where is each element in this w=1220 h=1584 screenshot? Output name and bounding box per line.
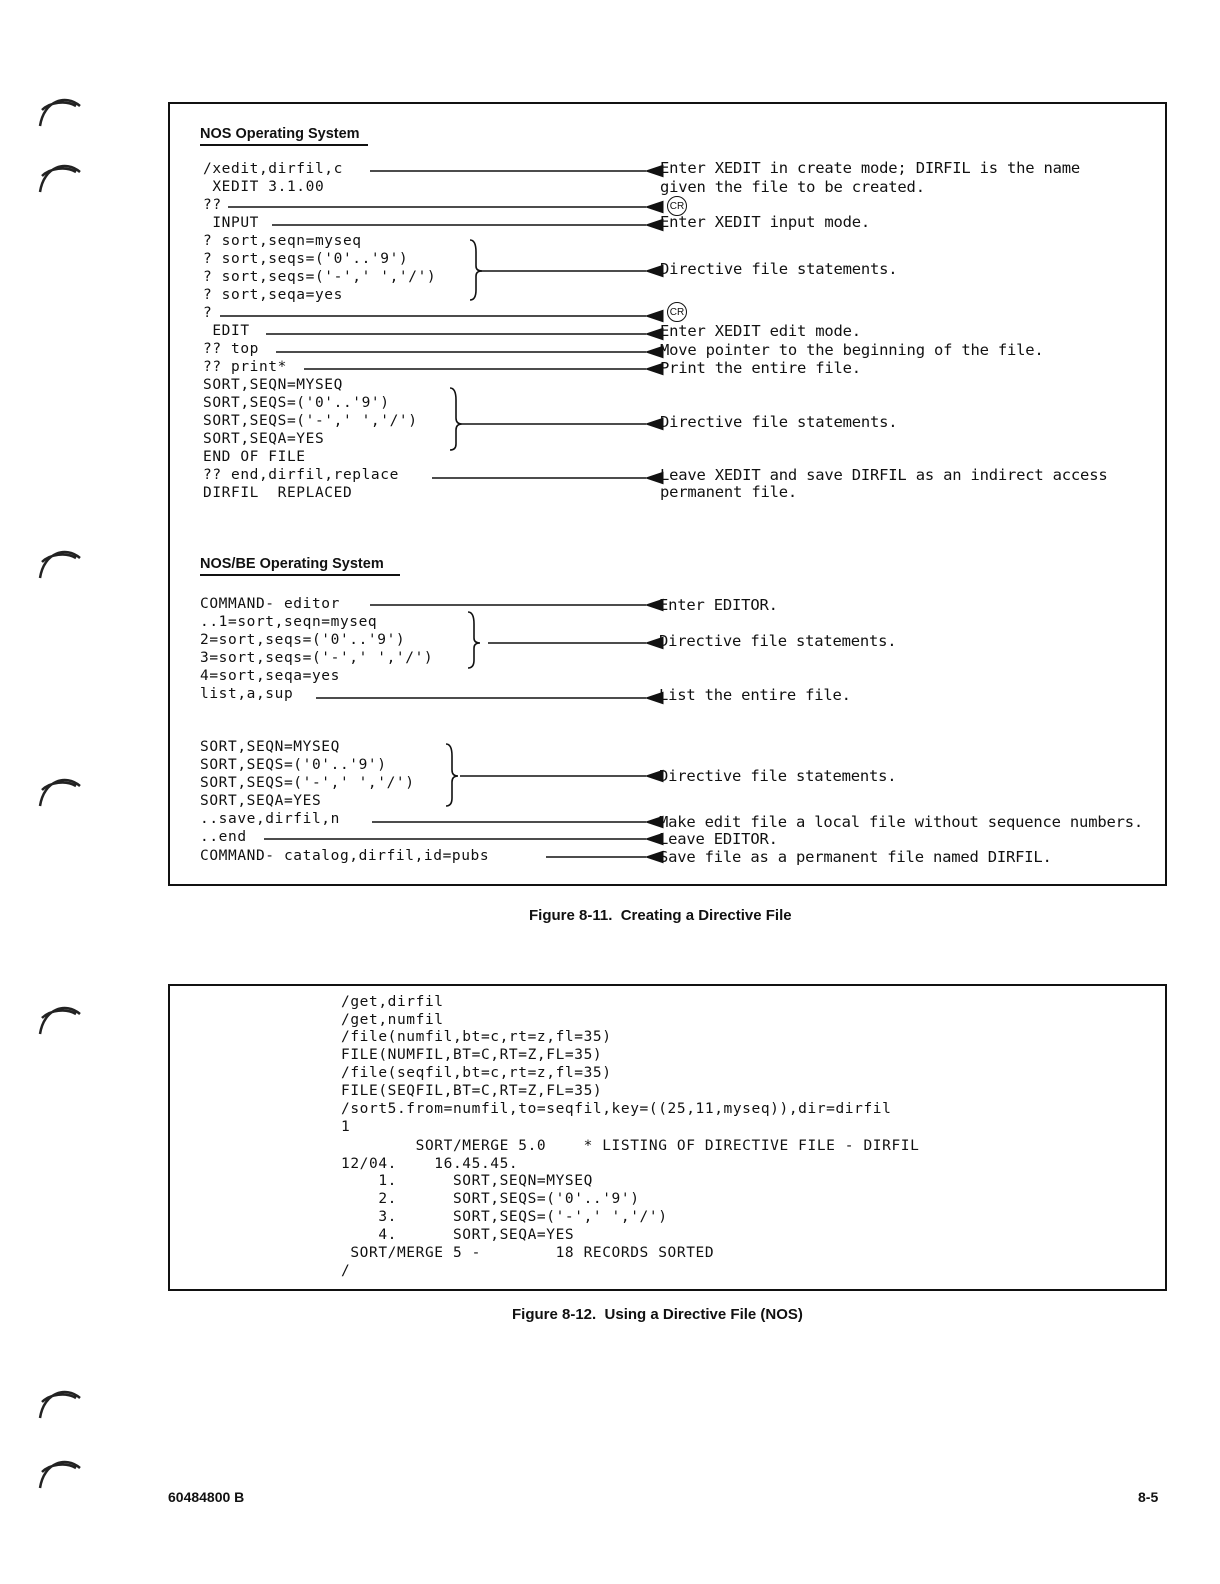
nosbe-line: SORT,SEQS=('-',' ','/'): [200, 775, 415, 791]
nosbe-line: ..save,dirfil,n: [200, 811, 340, 827]
nos-line: SORT,SEQA=YES: [203, 431, 325, 447]
listing-line: FILE(NUMFIL,BT=C,RT=Z,FL=35): [341, 1047, 603, 1063]
listing-line: /get,numfil: [341, 1012, 444, 1028]
listing-line: FILE(SEQFIL,BT=C,RT=Z,FL=35): [341, 1083, 603, 1099]
listing-line: 12/04. 16.45.45.: [341, 1156, 519, 1172]
nos-explanation: Directive file statements.: [660, 260, 898, 278]
nosbe-explanation: Make edit file a local file without sequence numbers.: [659, 813, 1143, 831]
nos-line: SORT,SEQN=MYSEQ: [203, 377, 343, 393]
nosbe-explanation: Directive file statements.: [659, 632, 897, 650]
nos-explanation: Leave XEDIT and save DIRFIL as an indirect access: [660, 466, 1108, 484]
nos-line: DIRFIL REPLACED: [203, 485, 353, 501]
nosbe-heading: NOS/BE Operating System: [200, 556, 400, 576]
nos-line: END OF FILE: [203, 449, 306, 465]
nos-line: ?? end,dirfil,replace: [203, 467, 399, 483]
nos-line: SORT,SEQS=('0'..'9'): [203, 395, 390, 411]
nos-line: ? sort,seqs=('0'..'9'): [203, 251, 409, 267]
nos-explanation: Move pointer to the beginning of the file.: [660, 341, 1044, 359]
carriage-return-key-icon: CR: [667, 302, 687, 322]
document-number: 60484800 B: [168, 1489, 245, 1505]
figure-caption: Figure 8-11. Creating a Directive File: [529, 907, 792, 924]
nos-line: ?? top: [203, 341, 259, 357]
nosbe-explanation: Directive file statements.: [659, 767, 897, 785]
nos-line: EDIT: [203, 323, 250, 339]
nosbe-line: SORT,SEQS=('0'..'9'): [200, 757, 387, 773]
listing-line: /file(seqfil,bt=c,rt=z,fl=35): [341, 1065, 612, 1081]
nosbe-explanation: Enter EDITOR.: [659, 596, 778, 614]
nos-line: /xedit,dirfil,c: [203, 161, 343, 177]
nos-explanation: given the file to be created.: [660, 178, 925, 196]
nosbe-line: ..1=sort,seqn=myseq: [200, 614, 378, 630]
brace: [450, 388, 462, 450]
listing-line: 3. SORT,SEQS=('-',' ','/'): [341, 1209, 668, 1225]
nos-explanation: Print the entire file.: [660, 359, 861, 377]
nosbe-line: 3=sort,seqs=('-',' ','/'): [200, 650, 434, 666]
listing-line: /sort5.from=numfil,to=seqfil,key=((25,11,myseq)),dir=dirfil: [341, 1101, 892, 1117]
carriage-return-key-icon: CR: [667, 196, 687, 216]
nosbe-line: ..end: [200, 829, 247, 845]
nos-explanation: Directive file statements.: [660, 413, 898, 431]
nos-line: ?: [203, 305, 213, 321]
nos-line: INPUT: [203, 215, 259, 231]
listing-line: 2. SORT,SEQS=('0'..'9'): [341, 1191, 640, 1207]
brace: [446, 744, 458, 806]
nosbe-line: list,a,sup: [200, 686, 294, 702]
nos-line: ?? print*: [203, 359, 287, 375]
nos-line: ? sort,seqs=('-',' ','/'): [203, 269, 437, 285]
nos-explanation: Enter XEDIT in create mode; DIRFIL is the name: [660, 159, 1081, 177]
brace: [470, 240, 482, 300]
listing-line: 1. SORT,SEQN=MYSEQ: [341, 1173, 593, 1189]
nosbe-line: COMMAND- catalog,dirfil,id=pubs: [200, 848, 490, 864]
nosbe-line: 4=sort,seqa=yes: [200, 668, 340, 684]
listing-line: /get,dirfil: [341, 994, 444, 1010]
nos-line: XEDIT 3.1.00: [203, 179, 325, 195]
nos-explanation: Enter XEDIT edit mode.: [660, 322, 861, 340]
nosbe-line: 2=sort,seqs=('0'..'9'): [200, 632, 406, 648]
nosbe-explanation: Save file as a permanent file named DIRFIL.: [659, 848, 1052, 866]
nos-line: ??: [203, 197, 222, 213]
page-number: 8-5: [1138, 1489, 1159, 1505]
nos-explanation: permanent file.: [660, 483, 797, 501]
listing-line: SORT/MERGE 5 - 18 RECORDS SORTED: [341, 1245, 715, 1261]
nosbe-line: COMMAND- editor: [200, 596, 340, 612]
listing-line: 4. SORT,SEQA=YES: [341, 1227, 575, 1243]
brace: [468, 612, 480, 668]
listing-line: /: [341, 1263, 351, 1279]
nosbe-explanation: List the entire file.: [659, 686, 851, 704]
listing-line: 1: [341, 1119, 351, 1135]
listing-line: SORT/MERGE 5.0 * LISTING OF DIRECTIVE FILE - DIRFIL: [341, 1138, 920, 1154]
nosbe-explanation: Leave EDITOR.: [659, 830, 778, 848]
listing-line: /file(numfil,bt=c,rt=z,fl=35): [341, 1029, 612, 1045]
nos-line: ? sort,seqa=yes: [203, 287, 343, 303]
nos-line: SORT,SEQS=('-',' ','/'): [203, 413, 418, 429]
nos-explanation: Enter XEDIT input mode.: [660, 213, 871, 231]
nosbe-line: SORT,SEQN=MYSEQ: [200, 739, 340, 755]
nos-line: ? sort,seqn=myseq: [203, 233, 362, 249]
nos-heading: NOS Operating System: [200, 126, 368, 146]
nosbe-line: SORT,SEQA=YES: [200, 793, 322, 809]
figure-caption: Figure 8-12. Using a Directive File (NOS): [512, 1306, 803, 1323]
